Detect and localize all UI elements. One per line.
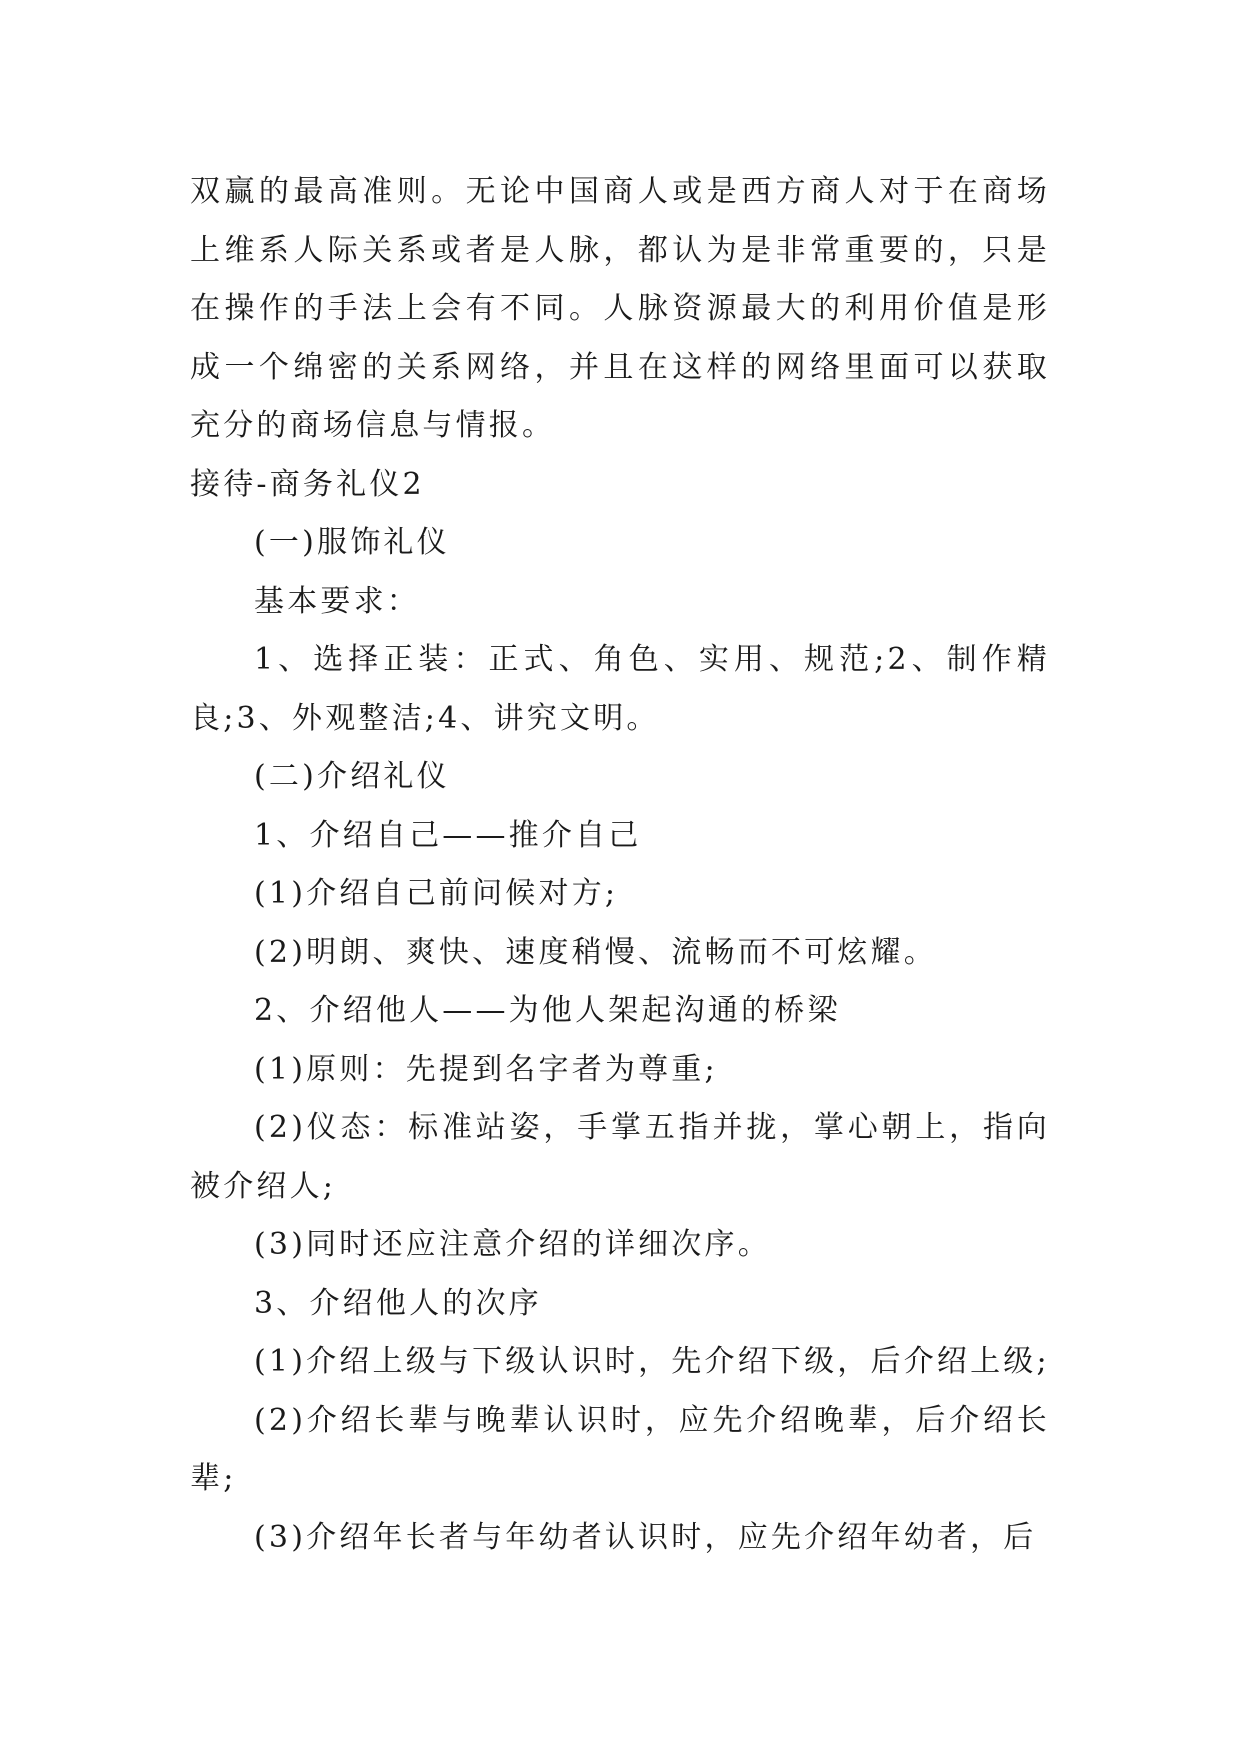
list-item: (1)介绍上级与下级认识时，先介绍下级，后介绍上级; bbox=[254, 1344, 1050, 1379]
list-item: 3、介绍他人的次序 bbox=[254, 1285, 542, 1321]
list-item: (1)原则：先提到名字者为尊重; bbox=[254, 1051, 718, 1087]
paragraph: 双赢的最高准则。无论中国商人或是西方商人对于在商场上维系人际关系或者是人脉，都认为是非常重要的，只是在操作的手法上会有不同。人脉资源最大的利用价值是形成一个绵密的关系网络，并且在这样的网络里面可以获取充分的商场信息与情报。 bbox=[190, 174, 1050, 443]
list-item: (1)介绍自己前问候对方; bbox=[254, 876, 619, 911]
document-body bbox=[190, 163, 1050, 1567]
list-item: (3)介绍年长者与年幼者认识时，应先介绍年幼者，后 bbox=[254, 1519, 1037, 1555]
section-heading: 接待-商务礼仪2 bbox=[190, 466, 425, 502]
list-item: 2、介绍他人——为他人架起沟通的桥梁 bbox=[254, 993, 841, 1028]
subsection-heading: (一)服饰礼仪 bbox=[254, 525, 450, 560]
subsection-heading: (二)介绍礼仪 bbox=[254, 759, 450, 794]
paragraph: 基本要求： bbox=[254, 583, 420, 619]
list-item: (2)仪态：标准站姿，手掌五指并拢，掌心朝上，指向被介绍人; bbox=[190, 1110, 1050, 1204]
list-item: (3)同时还应注意介绍的详细次序。 bbox=[254, 1227, 771, 1262]
paragraph: 1、选择正装：正式、角色、实用、规范;2、制作精良;3、外观整洁;4、讲究文明。 bbox=[190, 642, 1050, 736]
list-item: (2)介绍长辈与晚辈认识时，应先介绍晚辈，后介绍长辈; bbox=[190, 1402, 1050, 1496]
list-item: 1、介绍自己——推介自己 bbox=[254, 817, 642, 853]
list-item: (2)明朗、爽快、速度稍慢、流畅而不可炫耀。 bbox=[254, 934, 937, 970]
